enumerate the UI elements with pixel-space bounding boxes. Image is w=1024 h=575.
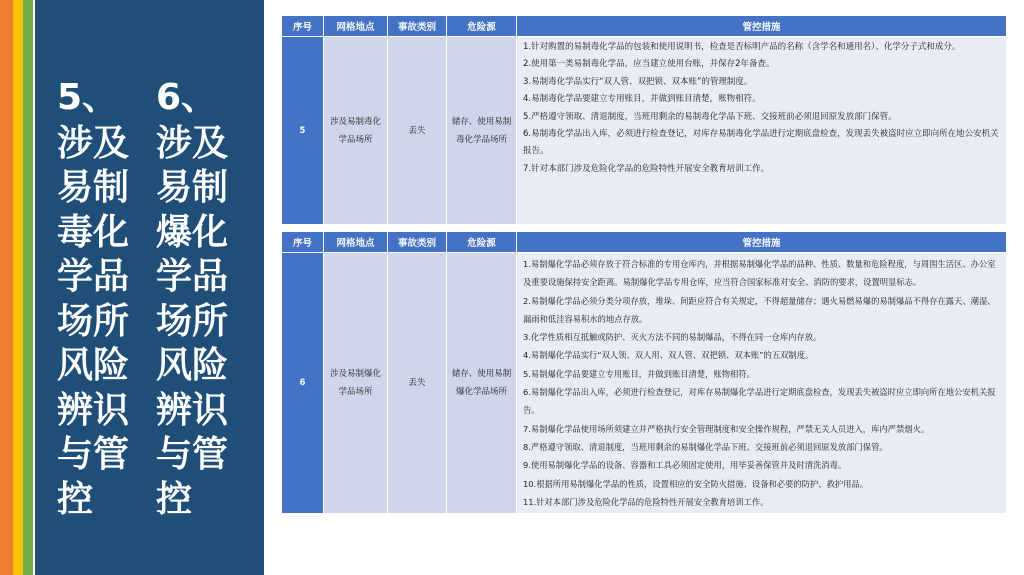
- title-line: 风险: [57, 344, 130, 386]
- title-line: 涉及: [156, 121, 229, 164]
- risk-table-5: [281, 15, 1007, 225]
- location-cell: 涉及易制爆化学品场所: [324, 253, 388, 514]
- title-line: 控: [156, 477, 193, 520]
- title-line: 辨识: [156, 388, 229, 431]
- measure-item: 6.易制爆化学品出入库，必须进行检查登记，对库存易制爆化学品进行定期底盘检查，发现丢失被盗时应立即向所在地公安机关报告。: [523, 387, 996, 416]
- hazard-cell: 储存、使用易制爆化学品场所: [447, 253, 517, 514]
- title-line: 5、: [57, 77, 119, 118]
- title-line: 与管: [156, 433, 229, 475]
- header-location: 网格地点: [324, 232, 388, 253]
- title-column-6: [156, 76, 234, 521]
- title-line: 辨识: [57, 388, 130, 431]
- title-line: 毒化: [57, 210, 130, 253]
- measure-item: 10.根据所用易制爆化学品的性质，设置相应的安全防火措施、设备和必要的防护、救护用品。: [523, 478, 869, 489]
- measure-item: 4.易制毒化学品要建立专用账目，并做到账目清楚，账物相符。: [523, 94, 761, 105]
- table-header-row: [282, 16, 1007, 37]
- measure-item: 7.易制爆化学品使用场所须建立并严格执行安全管理制度和安全操作规程，严禁无关人员进入，库内严禁烟火。: [523, 423, 930, 434]
- measure-item: 1.易制爆化学品必须存放于符合标准的专用仓库内，并根据易制爆化学品的品种、性质、数量和危险程度，与周围生活区、办公室及重要设施保持安全距离。易制爆化学品专用仓库，应当符合国家标准对安全、消防的要求，设置明显标志。: [523, 259, 996, 288]
- table-row: [282, 253, 1007, 514]
- green-stripe: [23, 0, 33, 575]
- measure-item: 2.使用第一类易制毒化学品，应当建立使用台账，并保存2年备查。: [523, 59, 775, 70]
- measure-item: 1.针对购置的易制毒化学品的包装和使用说明书，检查是否标明产品的名称（含学名和通用名）、化学分子式和成分。: [523, 42, 961, 52]
- measure-item: 8.严格遵守领取、清退制度，当班用剩余的易制爆化学品下班、交接班前必须退回原发放部门保管。: [523, 441, 888, 452]
- measure-item: 5.严格遵守领取、清退制度，当班用剩余的易制毒化学品下班、交接班前必须退回原发放部门保管。: [523, 111, 897, 122]
- header-accident: 事故类别: [388, 232, 447, 253]
- title-line: 学品: [57, 255, 130, 297]
- measure-item: 4.易制爆化学品实行“双人领、双人用、双人管、双把锁、双本账”的五双制度。: [523, 350, 814, 361]
- measure-item: 5.易制爆化学品要建立专用账目，并做到账目清楚，账物相符。: [523, 368, 755, 379]
- title-line: 与管: [57, 433, 130, 475]
- header-location: 网格地点: [324, 16, 388, 37]
- measures-cell: [517, 37, 1007, 225]
- title-line: 控: [57, 477, 94, 520]
- yellow-stripe: [13, 0, 23, 575]
- header-no: 序号: [282, 232, 324, 253]
- title-line: 易制: [156, 166, 229, 208]
- risk-table-6: [281, 231, 1007, 514]
- measure-item: 2.易制爆化学品必须分类分项存放，堆垛、间距应符合有关规定，不得超量储存；遇火易燃易爆的易制爆品不得存在露天、潮湿、漏雨和低洼容易积水的地点存放。: [523, 295, 996, 324]
- header-hazard: 危险源: [447, 16, 517, 37]
- title-line: 风险: [156, 344, 229, 386]
- measure-item: 6.易制毒化学品出入库，必须进行检查登记，对库存易制毒化学品进行定期底盘检查，发现丢失被盗时应立即向所在地公安机关报告。: [523, 129, 999, 157]
- orange-stripe: [0, 0, 13, 575]
- title-line: 爆化: [156, 210, 229, 253]
- title-line: 场所: [156, 299, 229, 342]
- header-measures: 管控措施: [517, 16, 1007, 37]
- title-line: 场所: [57, 299, 130, 342]
- row-number: 5: [282, 37, 324, 225]
- table-header-row: [282, 232, 1007, 253]
- measure-item: 9.使用易制爆化学品的设备、容器和工具必须固定使用，用毕妥善保管并及时清洗消毒。: [523, 460, 847, 471]
- measure-item: 3.易制毒化学品实行“双人管、双把锁、双本账”的管理制度。: [523, 76, 753, 87]
- table-row: [282, 37, 1007, 225]
- header-hazard: 危险源: [447, 232, 517, 253]
- header-accident: 事故类别: [388, 16, 447, 37]
- title-line: 易制: [57, 166, 130, 208]
- measures-cell: [517, 253, 1007, 514]
- header-measures: 管控措施: [517, 232, 1007, 253]
- measure-item: 3.化学性质相互抵触或防护、灭火方法不同的易制爆品，不得在同一仓库内存放。: [523, 332, 822, 343]
- measure-item: 7.针对本部门涉及危险化学品的危险特性开展安全教育培训工作。: [523, 163, 770, 174]
- measure-item: 11.针对本部门涉及危险化学品的危险特性开展安全教育培训工作。: [523, 496, 769, 507]
- accident-cell: 丢失: [388, 37, 447, 225]
- hazard-cell: 储存、使用易制毒化学品场所: [447, 37, 517, 225]
- title-column-5: [57, 76, 135, 521]
- accident-cell: 丢失: [388, 253, 447, 514]
- row-number: 6: [282, 253, 324, 514]
- title-line: 学品: [156, 255, 229, 297]
- title-line: 涉及: [57, 121, 130, 164]
- header-no: 序号: [282, 16, 324, 37]
- title-line: 6、: [156, 77, 218, 118]
- location-cell: 涉及易制毒化学品场所: [324, 37, 388, 225]
